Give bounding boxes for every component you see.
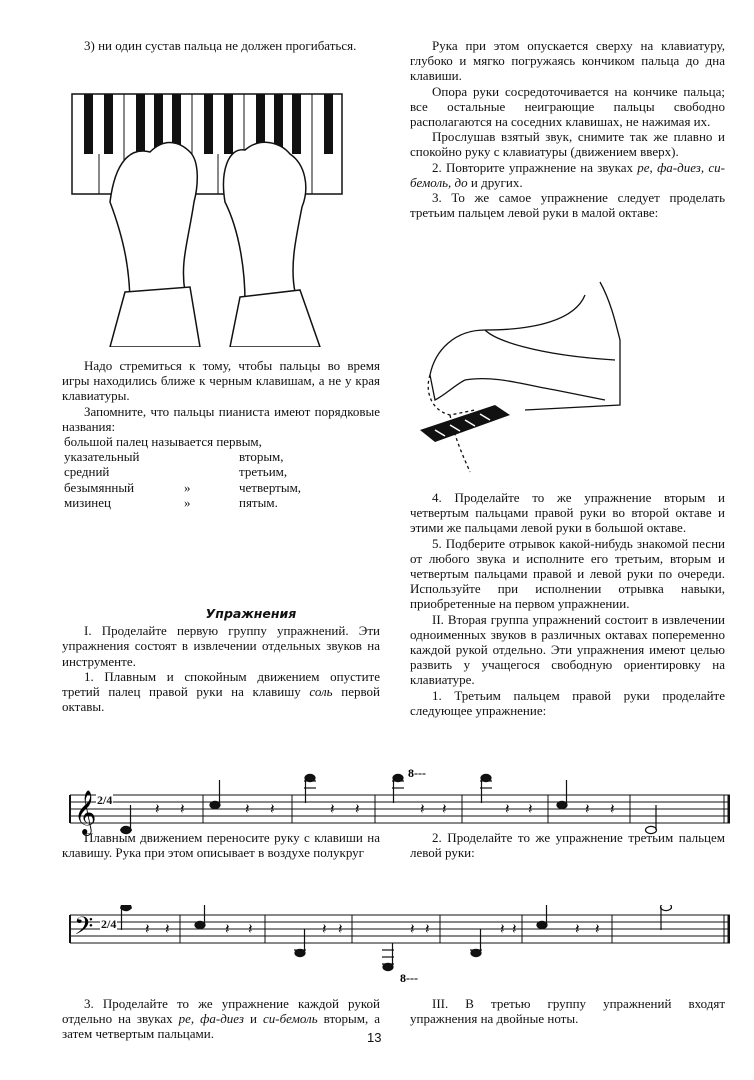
- bass-clef-icon: 𝄢: [74, 912, 94, 947]
- right-top-text: [410, 38, 725, 220]
- between-right-text: [410, 830, 725, 860]
- svg-text:𝄽: 𝄽: [245, 800, 250, 818]
- left-mid-text: [62, 358, 380, 510]
- ottava-mark: 8---: [400, 971, 418, 985]
- paragraph: [410, 160, 725, 190]
- paragraph: II. Вторая группа упражнений состоит в извлечении одноименных звуков в различных октавах попеременно каждой рукой отдельно. Эти упражнения имеют целью развить у учащегося свободную ориентировку на клавиатуре.: [410, 611, 725, 688]
- finger-name: указательный: [64, 449, 140, 465]
- left-top-text: [62, 38, 380, 53]
- finger-ordinal: вторым,: [239, 449, 284, 465]
- finger-name: безымянный: [64, 479, 135, 495]
- finger-ordinal: пятым.: [239, 494, 278, 510]
- svg-text:𝄽: 𝄽: [322, 920, 327, 938]
- svg-text:𝄽: 𝄽: [442, 800, 447, 818]
- paragraph: 5. Подберите отрывок какой-нибудь знакомой песни от любого звука и исполните его третьим, вторым и четвертым пальцами правой и левой руки по очереди. Используйте при исполнении отрывка навыки, приобретенные на первом упражнении.: [410, 535, 725, 612]
- exercises-section: [62, 606, 380, 714]
- treble-clef-icon: 𝄞: [74, 790, 97, 834]
- paragraph: Опора руки сосредоточивается на кончике пальца; все остальные неиграющие пальцы свободно располагаются на соседних клавишах, не нажимая их.: [410, 83, 725, 130]
- finger-name: средний: [64, 464, 110, 480]
- svg-text:𝄽: 𝄽: [610, 800, 615, 818]
- finger-ordinal: четвертым,: [239, 479, 302, 495]
- note-name: соль: [309, 684, 333, 700]
- note-name: си-бемоль: [263, 1011, 318, 1027]
- ottava-mark: 8---: [408, 766, 426, 780]
- svg-text:𝄽: 𝄽: [338, 920, 343, 938]
- ditto-mark: [184, 464, 239, 479]
- paragraph: Рука при этом опускается сверху на клавиатуру, глубоко и мягко погружаясь кончиком пальца до дна клавиши.: [410, 38, 725, 84]
- paragraph: 2. Проделайте то же упражнение третьим пальцем левой руки:: [410, 830, 725, 861]
- svg-text:𝄽: 𝄽: [145, 920, 150, 938]
- text: 1. Плавным и спокойным движением опустите третий палец правой руки на клавишу: [62, 668, 380, 700]
- note-names: ре, фа-диез, си-бемоль, до: [410, 159, 725, 190]
- paragraph: Запомните, что пальцы пианиста имеют порядковые названия:: [62, 403, 380, 434]
- svg-text:𝄽: 𝄽: [330, 800, 335, 818]
- ditto-mark: [184, 449, 239, 464]
- paragraph: Надо стремиться к тому, чтобы пальцы во время игры находились ближе к черным клавишам, а не у края клавиатуры.: [62, 358, 380, 404]
- note-names: ре, фа-диез: [178, 1011, 244, 1027]
- svg-text:𝄽: 𝄽: [248, 920, 253, 938]
- svg-text:𝄽: 𝄽: [270, 800, 275, 818]
- text: 2. Повторите упражнение на звуках: [432, 159, 638, 175]
- finger-row: [64, 480, 301, 495]
- svg-text:𝄽: 𝄽: [595, 920, 600, 938]
- svg-text:𝄽: 𝄽: [505, 800, 510, 818]
- paragraph: 3) ни один сустав пальца не должен прогибаться.: [84, 38, 357, 53]
- bottom-right-text: [410, 996, 725, 1026]
- svg-text:𝄽: 𝄽: [420, 800, 425, 818]
- svg-text:𝄽: 𝄽: [355, 800, 360, 818]
- paragraph: 4. Проделайте то же упражнение вторым и четвертым пальцами правой руки во второй октаве и этими же пальцами левой руки в большой октаве.: [410, 490, 725, 536]
- paragraph: [62, 669, 380, 715]
- svg-text:𝄽: 𝄽: [512, 920, 517, 938]
- text: и других.: [467, 174, 523, 190]
- svg-text:𝄽: 𝄽: [575, 920, 580, 938]
- finger-name: большой палец называется первым,: [64, 434, 262, 450]
- music-staff-bass: [60, 905, 730, 985]
- hands-on-keyboard-illustration: [70, 92, 345, 347]
- paragraph: 3. То же самое упражнение следует проделать третьим пальцем левой руки в малой октаве:: [410, 190, 725, 221]
- bottom-left-text: [62, 996, 380, 1042]
- finger-name: мизинец: [64, 494, 111, 510]
- svg-text:𝄽: 𝄽: [155, 800, 160, 818]
- svg-text:𝄽: 𝄽: [165, 920, 170, 938]
- svg-text:𝄽: 𝄽: [410, 920, 415, 938]
- finger-row: [64, 449, 301, 464]
- finger-names-table: [64, 434, 301, 510]
- finger-row: [64, 495, 301, 510]
- finger-ordinal: третьим,: [239, 464, 288, 480]
- right-mid-text: [410, 490, 725, 718]
- svg-text:𝄽: 𝄽: [500, 920, 505, 938]
- paragraph: Плавным движением переносите руку с клавиши на клавишу. Рука при этом описывает в воздухе полукруг: [62, 830, 380, 861]
- between-left-text: [62, 830, 380, 860]
- paragraph: III. В третью группу упражнений входят упражнения на двойные ноты.: [410, 996, 725, 1027]
- text: вторым, а затем четвертым пальцами.: [62, 1011, 380, 1042]
- svg-text:𝄽: 𝄽: [225, 920, 230, 938]
- section-heading: Упражнения: [205, 606, 297, 621]
- svg-text:𝄽: 𝄽: [528, 800, 533, 818]
- paragraph: 1. Третьим пальцем правой руки проделайте следующее упражнение:: [410, 687, 725, 718]
- arm-over-keyboard-illustration: [415, 280, 625, 475]
- finger-row: [64, 464, 301, 479]
- svg-text:𝄽: 𝄽: [425, 920, 430, 938]
- page-number: 13: [367, 1030, 382, 1045]
- svg-text:𝄽: 𝄽: [585, 800, 590, 818]
- text: и: [243, 1011, 263, 1027]
- finger-row: [64, 434, 301, 449]
- text: 3. Проделайте то же упражнение каждой рукой отдельно на звуках: [62, 996, 380, 1027]
- svg-text:𝄽: 𝄽: [180, 800, 185, 818]
- time-signature: 2/4: [97, 793, 113, 807]
- paragraph: I. Проделайте первую группу упражнений. Эти упражнения состоят в извлечении отдельных звуков на инструменте.: [62, 623, 380, 669]
- paragraph: Прослушав взятый звук, снимите так же плавно и спокойно руку с клавиатуры (движением вверх).: [410, 129, 725, 160]
- ditto-mark: »: [184, 479, 191, 495]
- ditto-mark: »: [184, 494, 191, 510]
- text: первой октавы.: [62, 684, 380, 715]
- paragraph: [62, 996, 380, 1042]
- time-signature: 2/4: [101, 917, 117, 931]
